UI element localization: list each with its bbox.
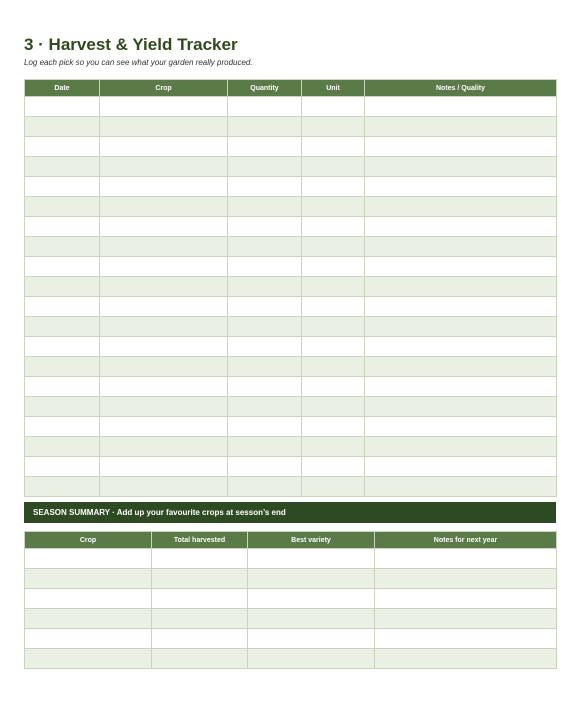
harvest-entry-cell[interactable] xyxy=(365,457,557,477)
harvest-entry-cell[interactable] xyxy=(302,257,365,277)
harvest-entry-cell[interactable] xyxy=(100,177,228,197)
harvest-entry-cell[interactable] xyxy=(25,277,100,297)
harvest-entry-cell[interactable] xyxy=(365,137,557,157)
harvest-entry-cell[interactable] xyxy=(100,357,228,377)
harvest-entry-cell[interactable] xyxy=(228,217,302,237)
season-summary-body xyxy=(25,549,557,669)
table-row xyxy=(25,397,557,417)
harvest-entry-cell[interactable] xyxy=(100,157,228,177)
harvest-entry-cell[interactable] xyxy=(228,157,302,177)
harvest-entry-cell[interactable] xyxy=(302,317,365,337)
harvest-entry-cell[interactable] xyxy=(100,317,228,337)
harvest-entry-cell[interactable] xyxy=(302,477,365,497)
table-row xyxy=(25,549,557,569)
summary-entry-cell[interactable] xyxy=(152,549,248,569)
summary-entry-cell[interactable] xyxy=(375,589,557,609)
summary-entry-cell[interactable] xyxy=(25,649,152,669)
harvest-entry-cell[interactable] xyxy=(25,437,100,457)
summary-entry-cell[interactable] xyxy=(375,629,557,649)
page-subtitle: Log each pick so you can see what your garden really produced. xyxy=(24,58,253,67)
harvest-entry-cell[interactable] xyxy=(100,457,228,477)
summary-entry-cell[interactable] xyxy=(152,609,248,629)
table-row xyxy=(25,437,557,457)
table-row xyxy=(25,417,557,437)
harvest-entry-cell[interactable] xyxy=(25,397,100,417)
column-header-notes-next-year: Notes for next year xyxy=(375,532,557,549)
harvest-entry-cell[interactable] xyxy=(365,337,557,357)
harvest-entry-cell[interactable] xyxy=(302,197,365,217)
harvest-entry-cell[interactable] xyxy=(25,157,100,177)
summary-entry-cell[interactable] xyxy=(375,549,557,569)
harvest-entry-cell[interactable] xyxy=(302,437,365,457)
harvest-entry-cell[interactable] xyxy=(100,377,228,397)
harvest-entry-cell[interactable] xyxy=(25,97,100,117)
harvest-entry-cell[interactable] xyxy=(228,477,302,497)
table-row xyxy=(25,649,557,669)
harvest-entry-cell[interactable] xyxy=(228,237,302,257)
harvest-entry-cell[interactable] xyxy=(100,397,228,417)
column-header-unit: Unit xyxy=(302,80,365,97)
harvest-entry-cell[interactable] xyxy=(365,197,557,217)
page-title: 3 · Harvest & Yield Tracker xyxy=(24,35,238,54)
harvest-entry-cell[interactable] xyxy=(100,257,228,277)
harvest-entry-cell[interactable] xyxy=(302,397,365,417)
harvest-entry-cell[interactable] xyxy=(302,157,365,177)
table-row xyxy=(25,477,557,497)
summary-entry-cell[interactable] xyxy=(375,649,557,669)
summary-entry-cell[interactable] xyxy=(248,589,375,609)
table-row xyxy=(25,257,557,277)
summary-entry-cell[interactable] xyxy=(248,569,375,589)
harvest-entry-cell[interactable] xyxy=(365,317,557,337)
table-row xyxy=(25,589,557,609)
harvest-entry-cell[interactable] xyxy=(100,277,228,297)
harvest-entry-cell[interactable] xyxy=(228,437,302,457)
harvest-entry-cell[interactable] xyxy=(228,297,302,317)
harvest-entry-cell[interactable] xyxy=(100,477,228,497)
harvest-entry-cell[interactable] xyxy=(302,337,365,357)
harvest-entry-cell[interactable] xyxy=(25,177,100,197)
harvest-entry-cell[interactable] xyxy=(302,97,365,117)
harvest-entry-cell[interactable] xyxy=(100,417,228,437)
table-row xyxy=(25,457,557,477)
harvest-entry-cell[interactable] xyxy=(302,377,365,397)
harvest-entry-cell[interactable] xyxy=(302,457,365,477)
harvest-entry-cell[interactable] xyxy=(100,197,228,217)
summary-entry-cell[interactable] xyxy=(375,569,557,589)
harvest-log-body xyxy=(25,97,557,497)
summary-entry-cell[interactable] xyxy=(248,609,375,629)
harvest-entry-cell[interactable] xyxy=(228,177,302,197)
harvest-entry-cell[interactable] xyxy=(25,297,100,317)
table-row xyxy=(25,117,557,137)
harvest-entry-cell[interactable] xyxy=(228,257,302,277)
harvest-entry-cell[interactable] xyxy=(228,97,302,117)
harvest-entry-cell[interactable] xyxy=(365,437,557,457)
harvest-entry-cell[interactable] xyxy=(25,217,100,237)
harvest-entry-cell[interactable] xyxy=(365,417,557,437)
table-row xyxy=(25,377,557,397)
summary-entry-cell[interactable] xyxy=(152,649,248,669)
harvest-entry-cell[interactable] xyxy=(365,377,557,397)
harvest-entry-cell[interactable] xyxy=(228,397,302,417)
table-row xyxy=(25,217,557,237)
harvest-entry-cell[interactable] xyxy=(100,237,228,257)
season-summary-table xyxy=(24,531,557,669)
harvest-entry-cell[interactable] xyxy=(302,177,365,197)
harvest-entry-cell[interactable] xyxy=(228,317,302,337)
table-row xyxy=(25,317,557,337)
harvest-entry-cell[interactable] xyxy=(228,337,302,357)
harvest-entry-cell[interactable] xyxy=(302,237,365,257)
table-row xyxy=(25,297,557,317)
table-row xyxy=(25,629,557,649)
harvest-entry-cell[interactable] xyxy=(25,457,100,477)
harvest-log-table xyxy=(24,79,557,497)
summary-entry-cell[interactable] xyxy=(248,549,375,569)
table-row xyxy=(25,609,557,629)
summary-entry-cell[interactable] xyxy=(375,609,557,629)
harvest-entry-cell[interactable] xyxy=(25,377,100,397)
harvest-entry-cell[interactable] xyxy=(365,397,557,417)
harvest-entry-cell[interactable] xyxy=(228,277,302,297)
summary-entry-cell[interactable] xyxy=(25,609,152,629)
harvest-entry-cell[interactable] xyxy=(25,357,100,377)
harvest-entry-cell[interactable] xyxy=(228,197,302,217)
harvest-entry-cell[interactable] xyxy=(228,357,302,377)
column-header-crop: Crop xyxy=(25,532,152,549)
column-header-notes-quality: Notes / Quality xyxy=(365,80,557,97)
harvest-header-row xyxy=(25,80,557,97)
summary-entry-cell[interactable] xyxy=(25,549,152,569)
harvest-entry-cell[interactable] xyxy=(228,137,302,157)
column-header-quantity: Quantity xyxy=(228,80,302,97)
harvest-entry-cell[interactable] xyxy=(302,117,365,137)
harvest-entry-cell[interactable] xyxy=(100,137,228,157)
harvest-entry-cell[interactable] xyxy=(228,117,302,137)
harvest-entry-cell[interactable] xyxy=(365,177,557,197)
table-row xyxy=(25,337,557,357)
harvest-entry-cell[interactable] xyxy=(100,337,228,357)
harvest-entry-cell[interactable] xyxy=(365,297,557,317)
summary-entry-cell[interactable] xyxy=(25,569,152,589)
harvest-entry-cell[interactable] xyxy=(100,437,228,457)
harvest-entry-cell[interactable] xyxy=(365,217,557,237)
harvest-entry-cell[interactable] xyxy=(100,117,228,137)
harvest-entry-cell[interactable] xyxy=(25,337,100,357)
harvest-entry-cell[interactable] xyxy=(365,237,557,257)
harvest-entry-cell[interactable] xyxy=(25,477,100,497)
summary-header-row xyxy=(25,532,557,549)
table-row xyxy=(25,177,557,197)
summary-entry-cell[interactable] xyxy=(152,569,248,589)
table-row xyxy=(25,157,557,177)
summary-entry-cell[interactable] xyxy=(152,589,248,609)
column-header-crop: Crop xyxy=(100,80,228,97)
table-row xyxy=(25,237,557,257)
harvest-entry-cell[interactable] xyxy=(25,117,100,137)
harvest-entry-cell[interactable] xyxy=(25,197,100,217)
harvest-entry-cell[interactable] xyxy=(365,157,557,177)
table-row xyxy=(25,197,557,217)
summary-entry-cell[interactable] xyxy=(25,589,152,609)
harvest-entry-cell[interactable] xyxy=(25,137,100,157)
harvest-entry-cell[interactable] xyxy=(100,97,228,117)
table-row xyxy=(25,97,557,117)
harvest-entry-cell[interactable] xyxy=(365,357,557,377)
harvest-entry-cell[interactable] xyxy=(302,137,365,157)
harvest-entry-cell[interactable] xyxy=(228,417,302,437)
column-header-total-harvested: Total harvested xyxy=(152,532,248,549)
harvest-entry-cell[interactable] xyxy=(25,257,100,277)
column-header-best-variety: Best variety xyxy=(248,532,375,549)
harvest-entry-cell[interactable] xyxy=(365,257,557,277)
harvest-entry-cell[interactable] xyxy=(25,417,100,437)
season-summary-banner: SEASON SUMMARY · Add up your favourite crops at sesson’s end xyxy=(24,502,556,523)
harvest-entry-cell[interactable] xyxy=(302,297,365,317)
column-header-date: Date xyxy=(25,80,100,97)
harvest-entry-cell[interactable] xyxy=(100,297,228,317)
harvest-entry-cell[interactable] xyxy=(365,97,557,117)
harvest-entry-cell[interactable] xyxy=(302,217,365,237)
harvest-entry-cell[interactable] xyxy=(365,477,557,497)
harvest-entry-cell[interactable] xyxy=(228,377,302,397)
table-row xyxy=(25,569,557,589)
table-row xyxy=(25,137,557,157)
harvest-entry-cell[interactable] xyxy=(365,277,557,297)
harvest-entry-cell[interactable] xyxy=(302,277,365,297)
harvest-entry-cell[interactable] xyxy=(228,457,302,477)
summary-entry-cell[interactable] xyxy=(25,629,152,649)
summary-entry-cell[interactable] xyxy=(248,649,375,669)
harvest-entry-cell[interactable] xyxy=(100,217,228,237)
harvest-entry-cell[interactable] xyxy=(25,237,100,257)
harvest-entry-cell[interactable] xyxy=(365,117,557,137)
table-row xyxy=(25,357,557,377)
harvest-entry-cell[interactable] xyxy=(302,357,365,377)
summary-entry-cell[interactable] xyxy=(152,629,248,649)
harvest-entry-cell[interactable] xyxy=(25,317,100,337)
table-row xyxy=(25,277,557,297)
harvest-entry-cell[interactable] xyxy=(302,417,365,437)
summary-entry-cell[interactable] xyxy=(248,629,375,649)
